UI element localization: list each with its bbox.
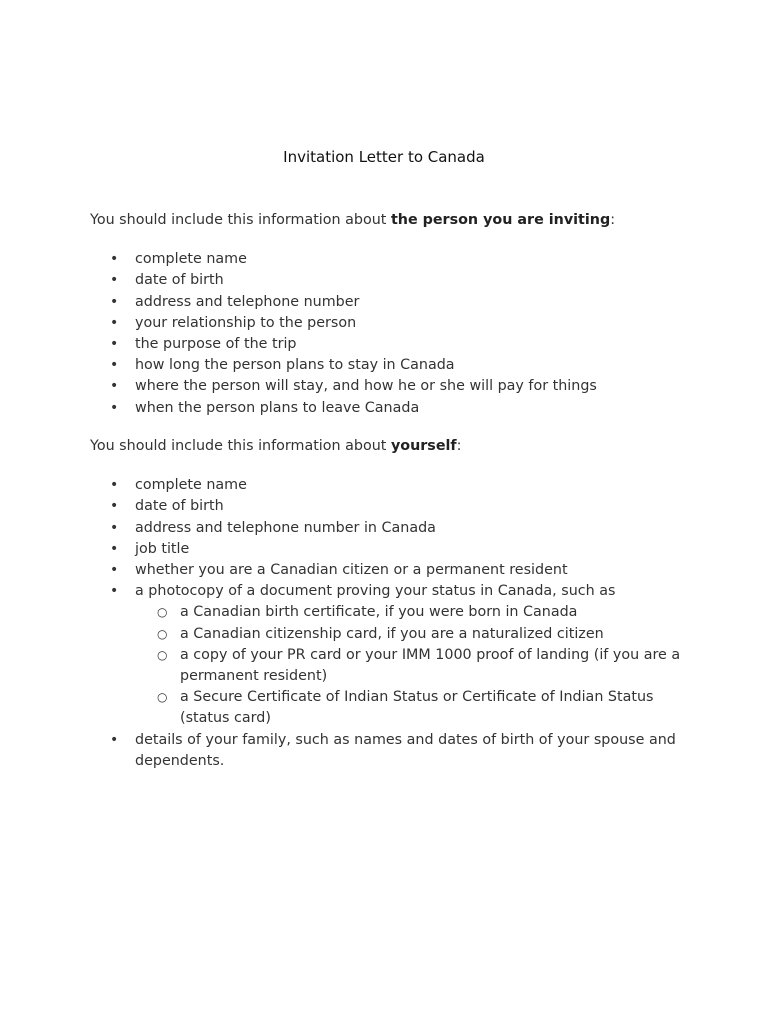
list-item-text: address and telephone number in Canada xyxy=(135,519,436,536)
bullet-icon: • xyxy=(110,314,119,331)
list-item xyxy=(90,539,690,560)
list-item xyxy=(90,334,690,355)
list-item-text: details of your family, such as names and dates of birth of your spouse and dependents. xyxy=(135,731,676,769)
section-intro xyxy=(90,436,690,457)
intro-emphasis: the person you are inviting xyxy=(390,212,611,228)
document-title: Invitation Letter to Canada xyxy=(283,148,485,166)
intro-text: You should include this information about xyxy=(90,212,391,228)
bullet-icon: • xyxy=(110,583,119,600)
sublist-item xyxy=(135,624,690,645)
section-invitee-info xyxy=(90,210,690,419)
list-item-text: complete name xyxy=(135,251,247,268)
list-item-text: date of birth xyxy=(135,272,224,289)
list-item-text: address and telephone number xyxy=(135,293,360,310)
section-intro xyxy=(90,210,690,231)
list-item xyxy=(90,249,690,270)
circle-bullet-icon: ○ xyxy=(157,690,168,705)
bullet-icon: • xyxy=(110,519,119,536)
sublist-item xyxy=(135,687,690,729)
intro-text: You should include this information about xyxy=(90,438,391,454)
list-item xyxy=(90,376,690,397)
list-item xyxy=(90,398,690,419)
list-item-text: the purpose of the trip xyxy=(135,336,297,353)
list-item xyxy=(90,560,690,581)
list-item-text: complete name xyxy=(135,477,247,494)
circle-bullet-icon: ○ xyxy=(157,647,168,662)
bullet-icon: • xyxy=(110,498,119,515)
bullet-icon: • xyxy=(110,477,119,494)
circle-bullet-icon: ○ xyxy=(157,605,168,620)
list-item-text: whether you are a Canadian citizen or a permanent resident xyxy=(135,562,568,579)
status-document-sublist xyxy=(135,602,690,729)
inviter-info-list xyxy=(90,475,690,772)
bullet-icon: • xyxy=(110,731,119,748)
list-item xyxy=(90,730,690,772)
bullet-icon: • xyxy=(110,540,119,557)
list-item-text: when the person plans to leave Canada xyxy=(135,399,420,416)
sublist-item-text: a Canadian citizenship card, if you are a naturalized citizen xyxy=(180,625,604,642)
bullet-icon: • xyxy=(110,293,119,310)
bullet-icon: • xyxy=(110,272,119,289)
list-item-text: your relationship to the person xyxy=(135,314,357,331)
sublist-item-text: a Secure Certificate of Indian Status or Certificate of Indian Status (status card) xyxy=(180,689,654,727)
invitee-info-list xyxy=(90,249,690,419)
section-inviter-info xyxy=(90,436,690,772)
intro-colon: : xyxy=(456,438,462,454)
list-item-text: where the person will stay, and how he or she will pay for things xyxy=(135,378,597,395)
intro-colon: : xyxy=(610,212,616,228)
list-item xyxy=(90,292,690,313)
sublist-item-text: a Canadian birth certificate, if you were born in Canada xyxy=(180,604,578,621)
list-item-text: how long the person plans to stay in Canada xyxy=(135,357,455,374)
list-item xyxy=(90,518,690,539)
list-item xyxy=(90,355,690,376)
bullet-icon: • xyxy=(110,378,119,395)
sublist-item xyxy=(135,645,690,687)
list-item xyxy=(90,313,690,334)
bullet-icon: • xyxy=(110,562,119,579)
intro-emphasis: yourself xyxy=(390,438,457,454)
list-item-text: date of birth xyxy=(135,498,224,515)
list-item xyxy=(90,475,690,496)
bullet-icon: • xyxy=(110,336,119,353)
bullet-icon: • xyxy=(110,357,119,374)
list-item xyxy=(90,581,690,729)
list-item-text: a photocopy of a document proving your status in Canada, such as xyxy=(135,583,616,600)
list-item xyxy=(90,496,690,517)
bullet-icon: • xyxy=(110,399,119,416)
sublist-item-text: a copy of your PR card or your IMM 1000 proof of landing (if you are a permanent resident) xyxy=(180,646,681,685)
list-item-text: job title xyxy=(135,540,190,557)
bullet-icon: • xyxy=(110,251,119,268)
circle-bullet-icon: ○ xyxy=(157,626,168,641)
sublist-item xyxy=(135,602,690,623)
list-item xyxy=(90,270,690,291)
